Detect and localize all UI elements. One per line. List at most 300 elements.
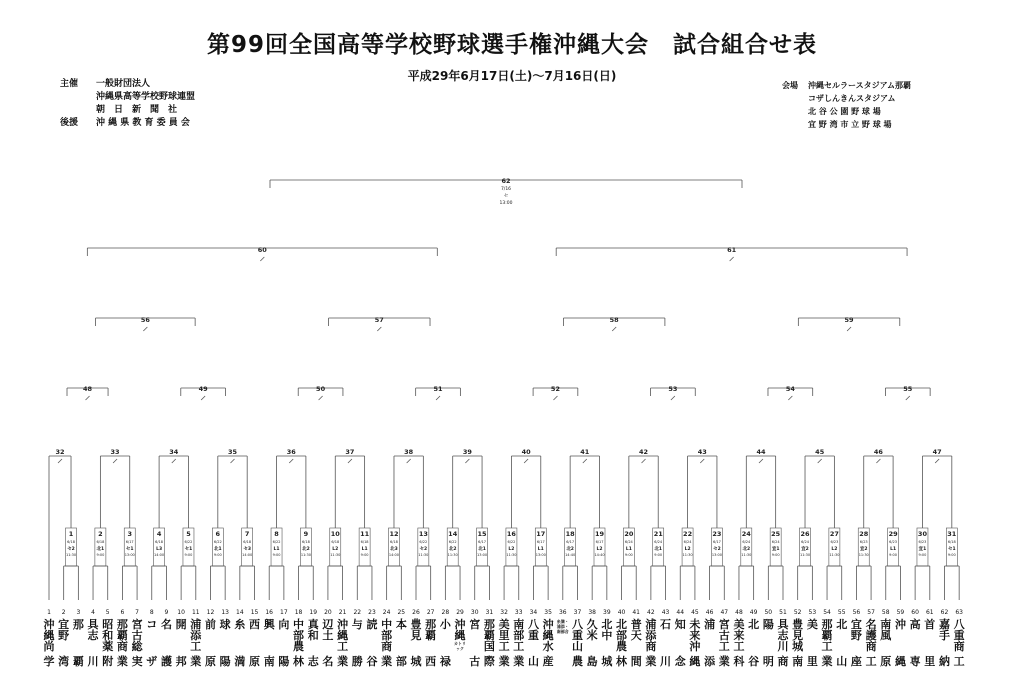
- team-entry: [321, 609, 334, 668]
- team-entry: [835, 609, 848, 668]
- round1-game-number: 3: [127, 530, 133, 538]
- round3-slash: [58, 459, 62, 463]
- round1-venue: L3: [156, 547, 163, 552]
- round3-game-number: 38: [404, 448, 414, 456]
- team-name-last-char: 添: [704, 655, 716, 668]
- round1-time: 11:30: [829, 553, 840, 557]
- team-entry: [263, 609, 276, 668]
- team-name-last-char: 工: [865, 655, 877, 668]
- team-name: 具志川: [777, 618, 789, 653]
- team-name: 那: [72, 618, 84, 631]
- round3-slash: [231, 459, 235, 463]
- team-number: 1: [47, 609, 51, 616]
- team-number: 6: [120, 609, 125, 616]
- team-name: 宮: [469, 618, 481, 631]
- team-number: 11: [191, 609, 200, 616]
- round1-game-number: 13: [418, 530, 428, 538]
- team-name-last-char: 満: [234, 655, 246, 668]
- team-number: 2: [61, 609, 66, 616]
- team-entry: [468, 609, 481, 668]
- team-number: 23: [368, 609, 376, 616]
- round1-time: 14:00: [154, 553, 165, 557]
- round3-slash: [583, 459, 587, 463]
- team-name-last-char: 納: [938, 655, 950, 668]
- team-name: 昭和薬: [102, 618, 114, 653]
- round1-time: 9:00: [771, 553, 780, 557]
- round3-game-number: 46: [873, 448, 883, 456]
- round1-game-number: 25: [771, 530, 781, 538]
- team-name-last-char: 陽: [278, 655, 290, 668]
- round1-venue: セ1: [184, 547, 193, 552]
- round1-venue: L2: [831, 547, 838, 552]
- team-name-last-char: 川: [87, 655, 99, 668]
- round1-game-number: 21: [653, 530, 663, 538]
- team-name-last-char: 工: [953, 655, 965, 668]
- team-name-last-char: 山: [527, 655, 539, 668]
- team-entry: [307, 609, 320, 668]
- round1-game-number: 18: [565, 530, 575, 538]
- team-entry: [923, 609, 936, 668]
- team-name: 小: [439, 618, 451, 631]
- round1-venue: 北3: [390, 547, 398, 552]
- team-number: 53: [808, 609, 817, 616]
- team-name-last-char: 業: [337, 655, 349, 668]
- round1-venue: セ2: [713, 547, 721, 552]
- round1-date: 6/24: [801, 540, 809, 544]
- round1-venue: 北2: [448, 547, 457, 552]
- round1-time: 11:30: [418, 553, 429, 557]
- team-number: 26: [412, 609, 420, 616]
- round1-time: 11:30: [682, 553, 693, 557]
- team-name-last-char: 陽: [219, 655, 231, 668]
- team-entry: [277, 609, 290, 668]
- team-name-last-char: 禄: [439, 655, 451, 668]
- team-name-last-char: 産: [542, 655, 554, 668]
- team-name-last-char: 勝: [351, 655, 363, 668]
- team-entry: [938, 609, 951, 668]
- team-number: 15: [250, 609, 259, 616]
- team-name: 那覇: [425, 618, 437, 642]
- team-name: 興: [263, 618, 275, 631]
- round4-game-number: 53: [668, 385, 678, 393]
- round1-date: 6/24: [771, 540, 780, 544]
- round1-date: 6/17: [478, 540, 486, 544]
- round1-game-number: 28: [859, 530, 869, 538]
- team-entry: [556, 609, 569, 634]
- team-name: 八重山: [571, 618, 583, 653]
- team-name: 八重: [527, 618, 539, 642]
- team-number: 29: [456, 609, 464, 616]
- team-name-last-char: 谷: [748, 655, 760, 668]
- round1-time: 13:00: [477, 553, 488, 557]
- team-entry: [454, 609, 467, 651]
- team-entry: [586, 609, 599, 668]
- team-number: 56: [852, 609, 861, 616]
- team-entry: [909, 609, 922, 668]
- round1-time: 13:00: [124, 553, 135, 557]
- team-name-last-char: 名: [322, 655, 334, 668]
- round1-time: 9:00: [96, 553, 105, 557]
- round1-game-number: 30: [917, 530, 927, 538]
- team-number: 30: [470, 609, 479, 616]
- team-name: 南部工: [513, 618, 525, 653]
- round1-venue: L1: [361, 547, 368, 552]
- team-name-last-char: 里: [924, 655, 936, 668]
- team-name-last-char: 南: [792, 655, 804, 668]
- team-entry: [615, 609, 628, 668]
- round1-date: 6/22: [272, 540, 281, 544]
- round1-date: 6/17: [566, 540, 575, 544]
- round1-game-number: 2: [98, 530, 103, 538]
- round1-time: 9:00: [947, 553, 956, 557]
- round1-game-number: 15: [477, 530, 487, 538]
- support-label: 後援: [60, 118, 79, 128]
- round3-slash: [700, 459, 704, 463]
- team-name-last-char: 原: [880, 655, 892, 668]
- host-2: 沖縄県高等学校野球連盟: [96, 92, 196, 102]
- team-name-last-char: 部: [395, 655, 407, 668]
- round3-game-number: 33: [110, 448, 120, 456]
- round1-date: 6/23: [889, 540, 898, 544]
- team-name: 美来工: [733, 618, 745, 653]
- team-number: 32: [500, 609, 508, 616]
- team-entry: [879, 609, 892, 668]
- round3-slash: [759, 459, 763, 463]
- round1-time: 9:00: [272, 553, 281, 557]
- round3-game-number: 36: [286, 448, 296, 456]
- team-number: 49: [749, 609, 758, 616]
- venue-4: 宜 野 湾 市 立 野 球 場: [808, 120, 892, 129]
- team-name-last-char: 城: [410, 655, 422, 668]
- team-name: 向: [278, 618, 290, 631]
- round1-venue: 北1: [96, 547, 105, 552]
- team-entry: [57, 609, 70, 668]
- round4-game-number: 50: [316, 385, 326, 393]
- round3-game-number: 42: [639, 448, 649, 456]
- team-number: 16: [265, 609, 273, 616]
- round1-game-number: 6: [215, 530, 221, 538]
- round1-date: 6/22: [213, 540, 222, 544]
- round1-date: 6/18: [155, 540, 164, 544]
- team-number: 18: [294, 609, 303, 616]
- round3-slash: [818, 459, 822, 463]
- round1-game-number: 5: [186, 530, 191, 538]
- round1-game-number: 16: [506, 530, 516, 538]
- round1-game-number: 22: [683, 530, 693, 538]
- round4-game-number: 54: [785, 385, 795, 393]
- team-entry: [43, 609, 56, 668]
- team-name: 八重商: [953, 618, 965, 653]
- team-number: 57: [867, 609, 875, 616]
- team-entry: [292, 609, 305, 668]
- team-name: 未来沖: [689, 618, 701, 653]
- team-name-last-char: 川: [660, 655, 672, 668]
- round1-date: 6/24: [742, 540, 751, 544]
- round1-time: 11:30: [330, 553, 341, 557]
- team-name-last-char: 際: [483, 655, 495, 668]
- team-name: 浦: [704, 618, 716, 631]
- round3-game-number: 40: [521, 448, 531, 456]
- round1-time: 11:30: [858, 553, 869, 557]
- semi-slash: [730, 257, 734, 261]
- team-entry: [762, 609, 775, 668]
- venue-label: 会場: [782, 81, 798, 90]
- round1-venue: セ3: [243, 547, 252, 552]
- team-name-last-char: 座: [850, 655, 862, 668]
- team-number: 61: [925, 609, 934, 616]
- round1-date: 6/18: [331, 540, 340, 544]
- round1-game-number: 31: [947, 530, 957, 538]
- team-name: 具志: [87, 618, 99, 642]
- round1-game-number: 10: [330, 530, 340, 538]
- round3-slash: [935, 459, 939, 463]
- round4-slash: [671, 396, 675, 400]
- team-name: 与: [351, 618, 363, 631]
- round1-date: 6/22: [184, 540, 193, 544]
- team-name: 美: [806, 618, 818, 631]
- team-number: 7: [135, 609, 139, 616]
- team-number: 41: [632, 609, 640, 616]
- team-name: 北部農: [616, 618, 628, 653]
- team-name: 名護商: [865, 618, 877, 653]
- team-entry: [703, 609, 716, 668]
- round1-time: 14:00: [242, 553, 253, 557]
- round3-slash: [289, 459, 293, 463]
- quarter-game-number: 59: [844, 316, 854, 324]
- team-name: 北: [748, 618, 760, 631]
- round1-game-number: 8: [274, 530, 279, 538]
- round1-date: 6/18: [390, 540, 398, 544]
- round3-game-number: 32: [55, 448, 65, 456]
- team-entry: [688, 609, 701, 668]
- team-number: 17: [280, 609, 288, 616]
- round1-game-number: 24: [741, 530, 751, 538]
- team-number: 4: [91, 609, 95, 616]
- team-name: 本: [395, 618, 407, 631]
- team-entry: [747, 609, 760, 668]
- team-entry: [630, 609, 643, 668]
- round1-date: 6/24: [624, 540, 633, 544]
- team-number: 44: [676, 609, 685, 616]
- round1-date: 6/24: [654, 540, 663, 544]
- team-number: 28: [441, 609, 450, 616]
- team-name: 那覇商: [116, 618, 128, 653]
- team-entry: [160, 609, 173, 668]
- round3-slash: [876, 459, 880, 463]
- round1-venue: L2: [508, 547, 515, 552]
- round3-game-number: 43: [697, 448, 707, 456]
- round1-game-number: 1: [68, 530, 74, 538]
- team-entry: [248, 609, 261, 668]
- round3-slash: [465, 459, 469, 463]
- team-number: 47: [720, 609, 729, 616]
- round1-date: 6/18: [947, 540, 956, 544]
- team-entry: [571, 609, 584, 668]
- team-entry: [542, 609, 555, 668]
- team-name: 浦添工: [190, 618, 202, 653]
- team-name: 豊見: [410, 618, 422, 642]
- team-number: 12: [206, 609, 215, 616]
- round1-time: 11:30: [300, 553, 311, 557]
- round4-game-number: 49: [198, 385, 208, 393]
- team-name: 普天: [630, 618, 642, 642]
- team-name: 読: [366, 618, 378, 631]
- team-name-last-char: 業: [645, 655, 657, 668]
- team-name: 美里工: [498, 618, 510, 653]
- round4-slash: [201, 396, 205, 400]
- team-name-last-char: 山: [836, 655, 848, 668]
- team-number: 25: [397, 609, 406, 616]
- round1-date: 6/18: [96, 540, 105, 544]
- team-name: 中部農: [293, 618, 305, 653]
- round1-date: 6/23: [918, 540, 927, 544]
- team-number: 58: [881, 609, 890, 616]
- round1-venue: L1: [625, 547, 632, 552]
- round1-time: 9:00: [360, 553, 369, 557]
- team-number: 14: [236, 609, 244, 616]
- team-entry: [365, 609, 378, 668]
- team-entry: [131, 609, 144, 668]
- team-number: 51: [779, 609, 787, 616]
- round1-date: 6/18: [301, 540, 310, 544]
- round1-venue: 北2: [302, 547, 310, 552]
- team-entry: [380, 609, 393, 668]
- team-name-last-char: 業: [116, 655, 128, 668]
- round3-game-number: 34: [169, 448, 179, 456]
- team-name: 宮古工: [718, 618, 730, 653]
- round1-time: 11:30: [447, 553, 458, 557]
- team-number: 34: [529, 609, 538, 616]
- team-name-last-char: 邦: [175, 655, 187, 668]
- team-name-last-char: 専: [909, 655, 921, 668]
- team-name-last-char: 縄: [689, 655, 701, 668]
- team-name: 陽: [762, 618, 774, 631]
- venue-2: コザしんきんスタジアム: [808, 94, 896, 103]
- round4-slash: [553, 396, 557, 400]
- team-name: 沖縄水: [542, 618, 554, 653]
- team-number: 3: [76, 609, 81, 616]
- team-number: 9: [164, 609, 169, 616]
- round1-date: 6/22: [448, 540, 457, 544]
- team-entry: [600, 609, 613, 668]
- quarter-game-number: 56: [140, 316, 150, 324]
- team-entry: [865, 609, 878, 668]
- team-name: 真和: [307, 618, 319, 642]
- team-number: 43: [661, 609, 670, 616]
- team-name: 南風: [880, 618, 892, 642]
- round4-slash: [788, 396, 792, 400]
- team-name: 中部商: [381, 618, 393, 653]
- final-date: 7/16: [500, 187, 512, 192]
- page-title: 第99回全国高等学校野球選手権沖縄大会 試合組合せ表: [206, 32, 817, 58]
- round1-venue: セ1: [125, 547, 134, 552]
- round1-game-number: 12: [389, 530, 399, 538]
- team-entry: [674, 609, 687, 668]
- team-number: 39: [603, 609, 611, 616]
- team-entry: [424, 609, 437, 668]
- team-name-last-char: 古: [469, 655, 481, 668]
- quarter-game-number: 58: [609, 316, 619, 324]
- team-name-last-char: 附: [102, 655, 114, 668]
- team-name-last-char: 林: [616, 655, 628, 668]
- team-number: 37: [573, 609, 582, 616]
- team-name: 那覇国: [483, 618, 495, 653]
- team-name-last-char: 業: [718, 655, 730, 668]
- team-name-last-char: 農: [571, 655, 583, 668]
- round3-game-number: 45: [815, 448, 825, 456]
- team-number: 5: [105, 609, 110, 616]
- round1-game-number: 19: [594, 530, 605, 538]
- final-venue: セ: [503, 194, 509, 199]
- team-name-small: カトリック: [454, 641, 467, 651]
- round1-venue: 北1: [654, 547, 663, 552]
- round1-venue: L1: [273, 547, 280, 552]
- round1-date: 6/18: [243, 540, 252, 544]
- team-number: 20: [324, 609, 332, 616]
- round3-game-number: 39: [462, 448, 472, 456]
- team-name: 豊見城: [792, 618, 804, 653]
- quarter-game-number: 57: [374, 316, 384, 324]
- round1-venue: セ1: [947, 547, 956, 552]
- round1-time: 9:00: [889, 553, 898, 557]
- team-name-last-char: 里: [806, 655, 818, 668]
- round1-time: 14:40: [565, 553, 576, 557]
- team-number: 63: [955, 609, 963, 616]
- team-number: 8: [149, 609, 154, 616]
- team-number: 60: [911, 609, 919, 616]
- round4-game-number: 55: [903, 385, 913, 393]
- quarter-slash: [847, 327, 851, 331]
- team-name: 首: [924, 618, 936, 631]
- team-name: 宮古総: [131, 618, 143, 653]
- team-number: 50: [764, 609, 773, 616]
- team-entry: [777, 609, 790, 668]
- round1-venue: L2: [332, 547, 339, 552]
- team-number: 19: [309, 609, 318, 616]
- round1-time: 13:00: [711, 553, 722, 557]
- round1-venue: 宜2: [801, 547, 809, 552]
- team-number: 59: [896, 609, 905, 616]
- team-name-last-char: 縄: [894, 655, 906, 668]
- round1-venue: セ2: [419, 547, 428, 552]
- round1-date: 6/22: [507, 540, 516, 544]
- round1-date: 6/17: [125, 540, 134, 544]
- team-name: 浦添商: [645, 618, 657, 653]
- support: 沖 縄 県 教 育 委 員 会: [96, 118, 190, 128]
- round1-venue: 宜1: [918, 547, 927, 552]
- team-entry: [219, 609, 232, 668]
- venue-1: 沖縄セルラースタジアム那覇: [808, 81, 912, 90]
- round4-game-number: 51: [433, 385, 443, 393]
- round1-game-number: 17: [536, 530, 546, 538]
- host-1: 一般財団法人: [96, 79, 151, 89]
- final-time: 13:00: [499, 201, 513, 206]
- round3-slash: [113, 459, 117, 463]
- round3-game-number: 37: [345, 448, 355, 456]
- team-entry: [821, 609, 834, 668]
- team-entry: [659, 609, 672, 668]
- team-name: 那覇工: [821, 618, 833, 653]
- team-number: 38: [588, 609, 596, 616]
- host-3: 朝 日 新 聞 社: [96, 105, 178, 115]
- round3-slash: [172, 459, 176, 463]
- team-entry: [806, 609, 819, 668]
- team-name-last-char: 島: [586, 655, 598, 668]
- team-entry: [336, 609, 349, 668]
- team-name-small: 糸満・浦添・南部合: [556, 619, 569, 634]
- team-name: 辺土: [322, 618, 334, 642]
- team-number: 52: [793, 609, 802, 616]
